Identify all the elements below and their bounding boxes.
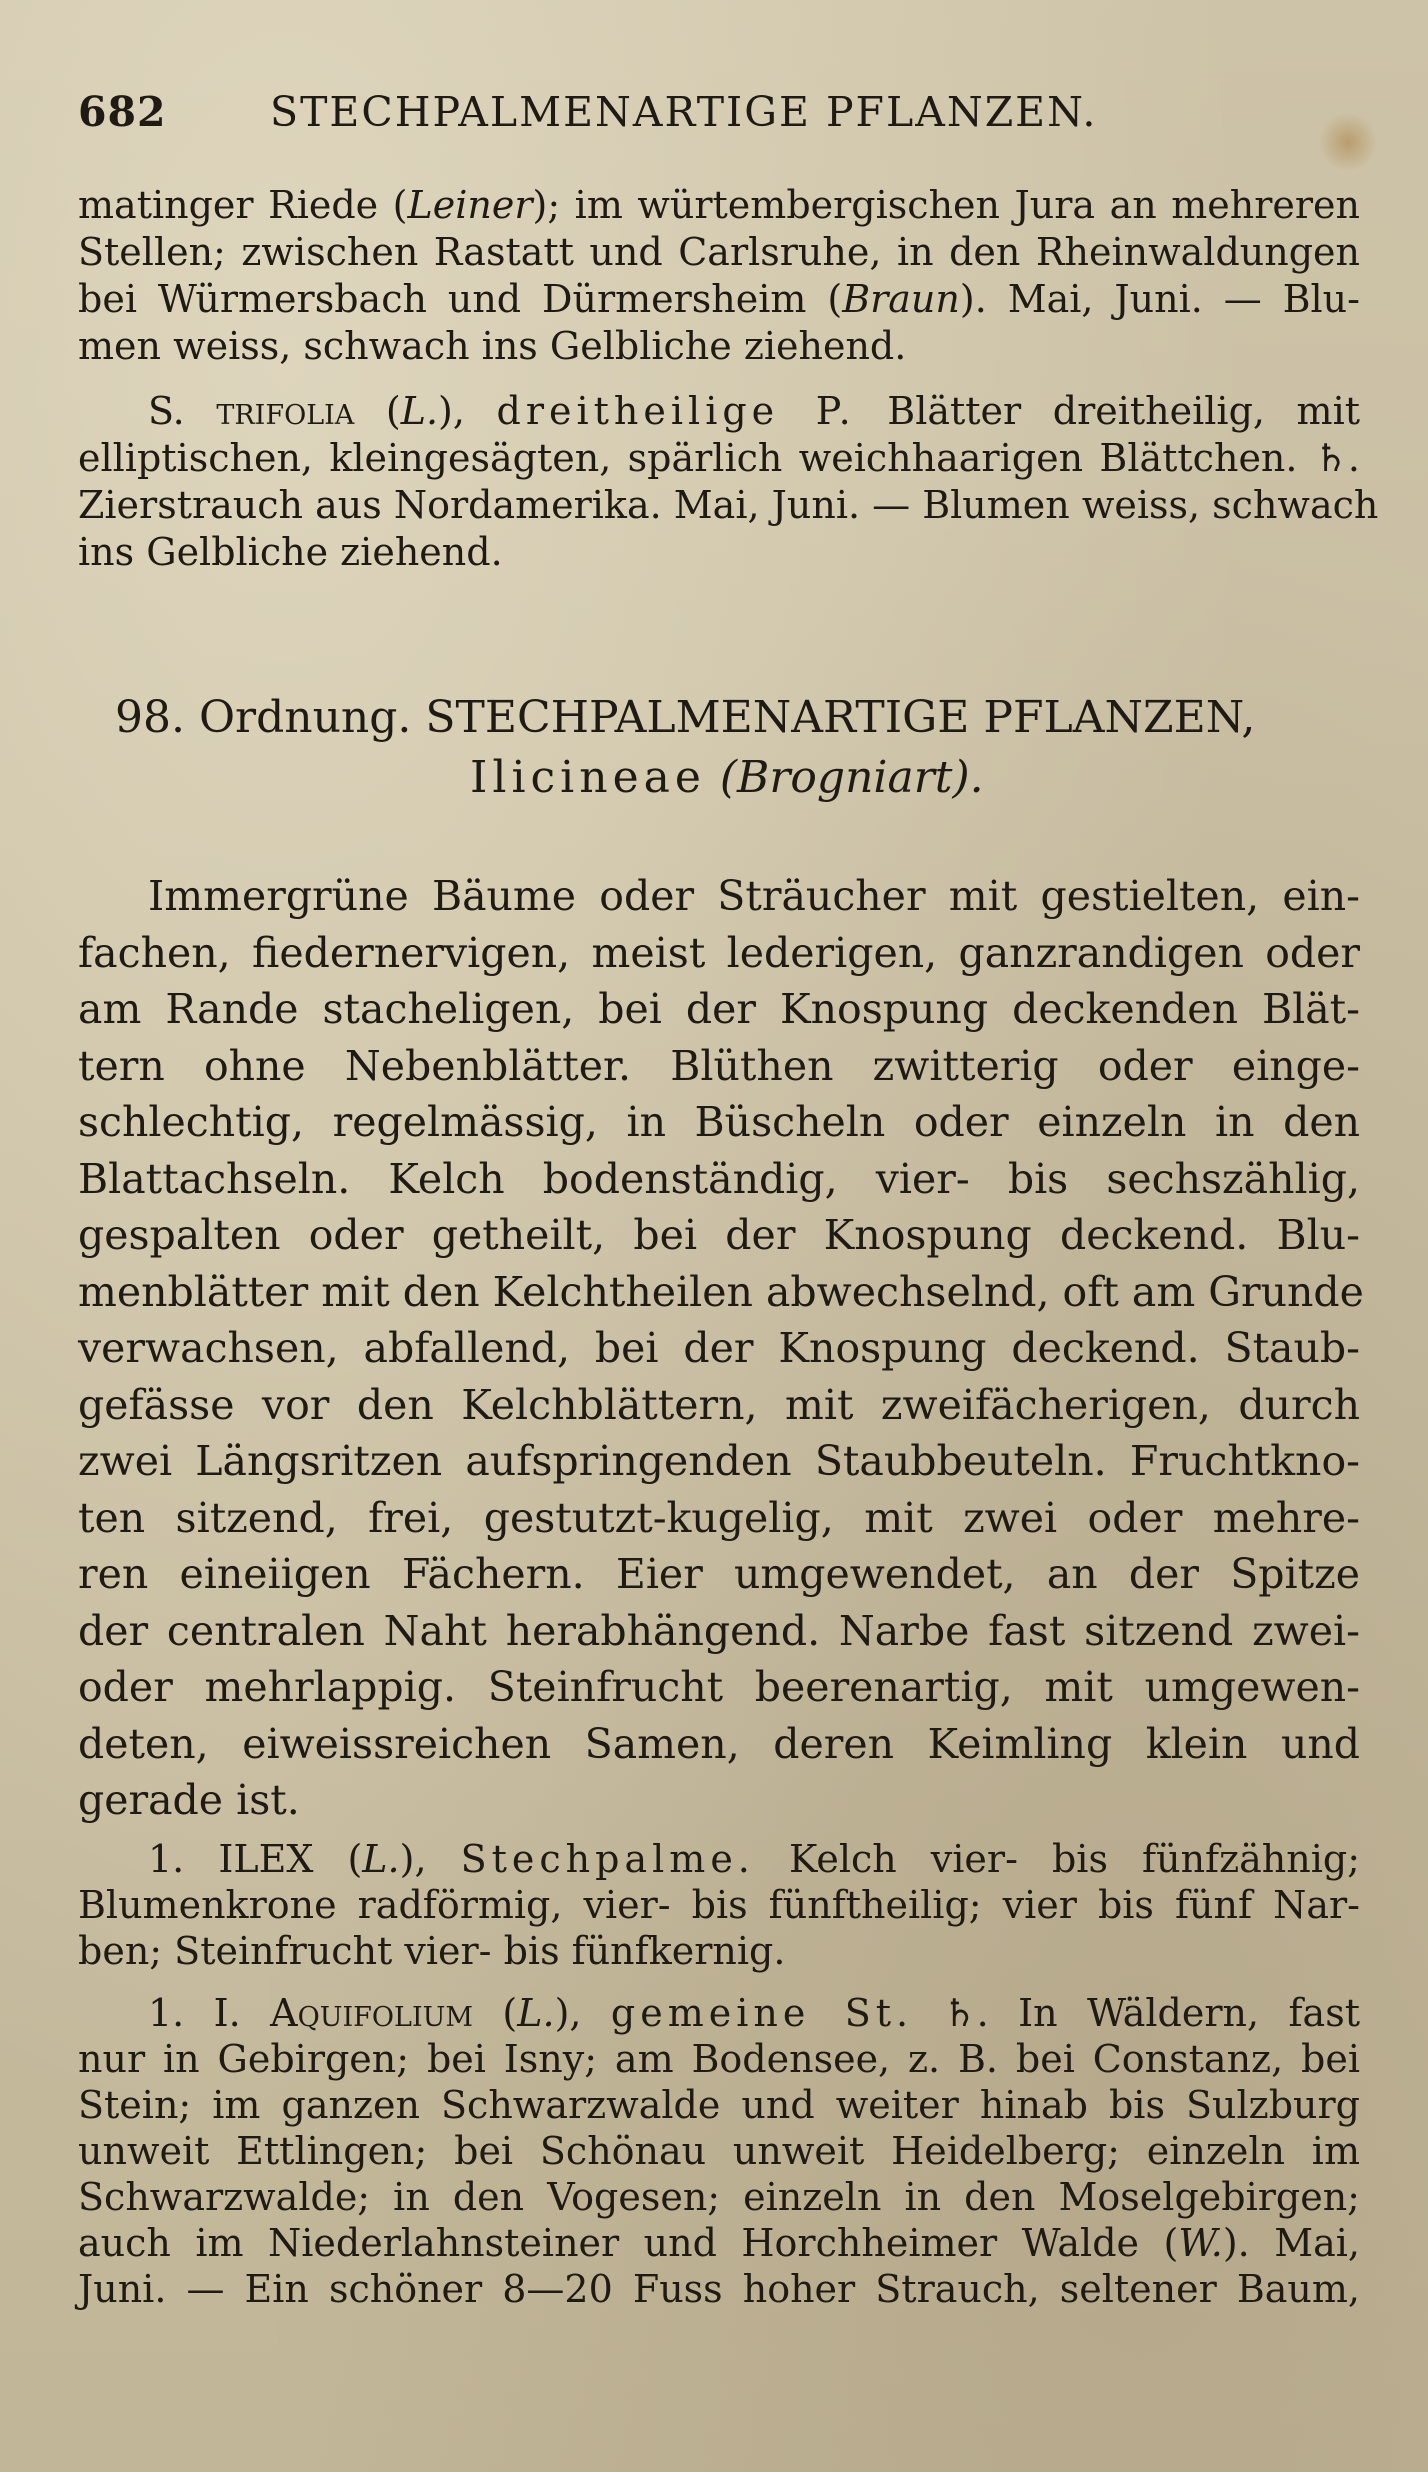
order-latin-name: Ilicineae (Brogniart). <box>470 752 984 803</box>
text-line: verwachsen, abfallend, bei der Knospung deckend. Staub- <box>78 1324 1360 1372</box>
text-line: ten sitzend, frei, gestutzt-kugelig, mit zwei oder mehre- <box>78 1493 1360 1542</box>
text-line: ren eineiigen Fächern. Eier umgewendet, an der Spitze <box>78 1550 1360 1598</box>
text-line: auch im Niederlahnsteiner und Horchheimer Walde (W.). Mai, <box>78 2221 1360 2265</box>
text-line: zwei Längsritzen aufspringenden Staubbeuteln. Fruchtkno- <box>78 1437 1360 1485</box>
common-name: Stechpalme. <box>460 1837 755 1881</box>
text-line: elliptischen, kleingesägten, spärlich weichhaarigen Blättchen. ♄. <box>78 436 1360 480</box>
text-line: Juni. — Ein schöner 8—20 Fuss hoher Strauch, seltener Baum, <box>78 2267 1360 2311</box>
order-heading: 98. Ordnung. STECHPALMENARTIGE PFLANZEN, <box>115 692 1256 743</box>
text-line: 1. I. Aquifolium (L.), gemeine St. ♄. In Wäldern, fast <box>148 1991 1360 2035</box>
genus-entry-ilex <box>78 1836 1360 1974</box>
running-head <box>78 78 1360 148</box>
text-line: Blattachseln. Kelch bodenständig, vier- bis sechszählig, <box>78 1154 1360 1203</box>
text-line: ben; Steinfrucht vier- bis fünfkernig. <box>78 1929 786 1973</box>
text-line: Immergrüne Bäume oder Sträucher mit gestielten, ein- <box>148 872 1360 920</box>
text-line: gerade ist. <box>78 1776 300 1824</box>
text-line: Zierstrauch aus Nordamerika. Mai, Juni. — Blumen weiss, schwach <box>78 483 1379 527</box>
text-line: nur in Gebirgen; bei Isny; am Bodensee, z. B. bei Constanz, bei <box>78 2037 1360 2081</box>
species-entry-aquifolium <box>78 1990 1360 2312</box>
text-line: tern ohne Nebenblätter. Blüthen zwitterig oder einge- <box>78 1041 1360 1090</box>
running-title: STECHPALMENARTIGE PFLANZEN. <box>270 88 1098 136</box>
text-line: S. trifolia (L.), dreitheilige P. Blätter dreitheilig, mit <box>148 389 1361 433</box>
text-line: der centralen Naht herabhängend. Narbe fast sitzend zwei- <box>78 1606 1360 1655</box>
text-line: am Rande stacheligen, bei der Knospung deckenden Blät- <box>78 985 1360 1033</box>
common-name: gemeine St. <box>610 1991 914 2035</box>
text-line: Stein; im ganzen Schwarzwalde und weiter hinab bis Sulzburg <box>78 2083 1360 2127</box>
species-epithet: trifolia <box>216 389 355 433</box>
text-line: men weiss, schwach ins Gelbliche ziehend. <box>78 324 907 368</box>
text-line: gefässe vor den Kelchblättern, mit zweifächerigen, durch <box>78 1380 1360 1429</box>
text-line: 1. ILEX (L.), Stechpalme. Kelch vier- bis fünfzähnig; <box>148 1837 1361 1881</box>
text-line: Blumenkrone radförmig, vier- bis fünftheilig; vier bis fünf Nar- <box>78 1883 1360 1927</box>
species-entry-trifolia <box>78 388 1379 576</box>
text-line: Stellen; zwischen Rastatt und Carlsruhe, in den Rheinwaldungen <box>78 230 1360 274</box>
text-line: gespalten oder getheilt, bei der Knospung deckend. Blu- <box>78 1211 1360 1259</box>
common-name: dreitheilige P. <box>496 389 856 433</box>
text-line: oder mehrlappig. Steinfrucht beerenartig, mit umgewen- <box>78 1663 1360 1711</box>
species-epithet: Aquifolium <box>270 1991 474 2035</box>
text-line: Schwarzwalde; in den Vogesen; einzeln in den Moselgebirgen; <box>78 2175 1360 2219</box>
order-description <box>78 868 1364 1829</box>
continued-paragraph <box>78 182 1360 370</box>
genus-name: ILEX <box>218 1837 314 1881</box>
text-line: schlechtig, regelmässig, in Büscheln oder einzeln in den <box>78 1098 1360 1146</box>
page <box>78 78 1360 148</box>
text-line: deten, eiweissreichen Samen, deren Keimling klein und <box>78 1719 1360 1768</box>
text-line: fachen, fiedernervigen, meist lederigen, ganzrandigen oder <box>78 928 1360 977</box>
text-line: bei Würmersbach und Dürmersheim (Braun). Mai, Juni. — Blu- <box>78 277 1360 321</box>
text-line: menblätter mit den Kelchtheilen abwechselnd, oft am Grunde <box>78 1267 1364 1316</box>
page-number: 682 <box>78 88 167 136</box>
text-line: matinger Riede (Leiner); im würtembergischen Jura an mehreren <box>78 183 1360 227</box>
text-line: unweit Ettlingen; bei Schönau unweit Heidelberg; einzeln im <box>78 2129 1360 2173</box>
text-line: ins Gelbliche ziehend. <box>78 530 503 574</box>
